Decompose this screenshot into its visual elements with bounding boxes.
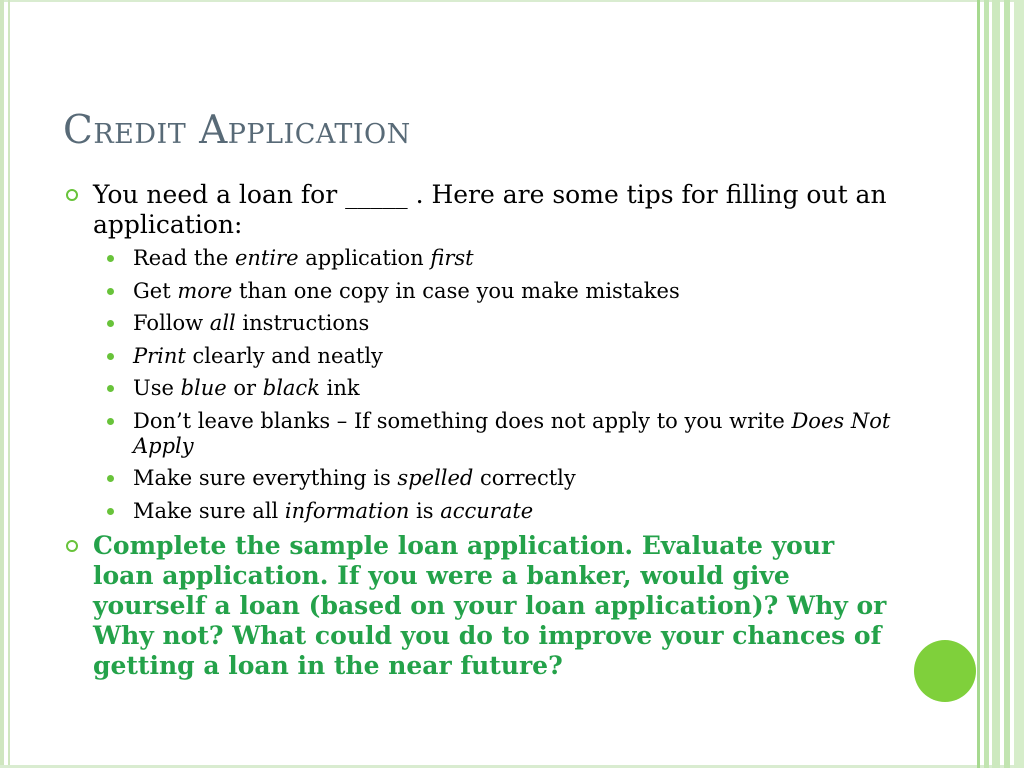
list-item: Read the entire application first (64, 246, 894, 271)
dot-bullet-icon (107, 353, 114, 360)
dot-bullet-icon (107, 475, 114, 482)
assignment-bullet (64, 531, 894, 681)
list-item: Make sure everything is spelled correctly (64, 466, 894, 491)
right-stripe (1004, 0, 1010, 768)
dot-bullet-icon (107, 385, 114, 392)
frame-left-border (0, 0, 4, 768)
intro-text: You need a loan for _____ . Here are some tips for filling out an application: (93, 180, 887, 239)
assignment-text: Complete the sample loan application. Evaluate your loan application. If you were a banker, would give yourself a loan (based on your loan application)? Why or Why not? What could you do to improve your chances of getting a loan in the near future? (93, 531, 887, 680)
list-item: Get more than one copy in case you make mistakes (64, 279, 894, 304)
tips-list (64, 246, 894, 524)
ring-bullet-icon (66, 189, 78, 201)
right-stripe (1014, 0, 1024, 768)
decorative-circle (914, 640, 976, 702)
dot-bullet-icon (107, 508, 114, 515)
frame-top-border (0, 0, 1024, 2)
intro-bullet (64, 180, 894, 240)
list-item: Use blue or black ink (64, 376, 894, 401)
slide-body (64, 180, 894, 681)
list-item: Don’t leave blanks – If something does not apply to you write Does Not Apply (64, 409, 894, 459)
list-item: Follow all instructions (64, 311, 894, 336)
dot-bullet-icon (107, 320, 114, 327)
slide-title: Credit Application (63, 108, 411, 153)
list-item: Print clearly and neatly (64, 344, 894, 369)
right-stripe (977, 0, 980, 768)
dot-bullet-icon (107, 288, 114, 295)
dot-bullet-icon (107, 255, 114, 262)
right-stripe (984, 0, 989, 768)
right-stripe (992, 0, 1000, 768)
ring-bullet-icon (66, 540, 78, 552)
dot-bullet-icon (107, 418, 114, 425)
list-item: Make sure all information is accurate (64, 499, 894, 524)
frame-left-inner-border (8, 0, 10, 768)
